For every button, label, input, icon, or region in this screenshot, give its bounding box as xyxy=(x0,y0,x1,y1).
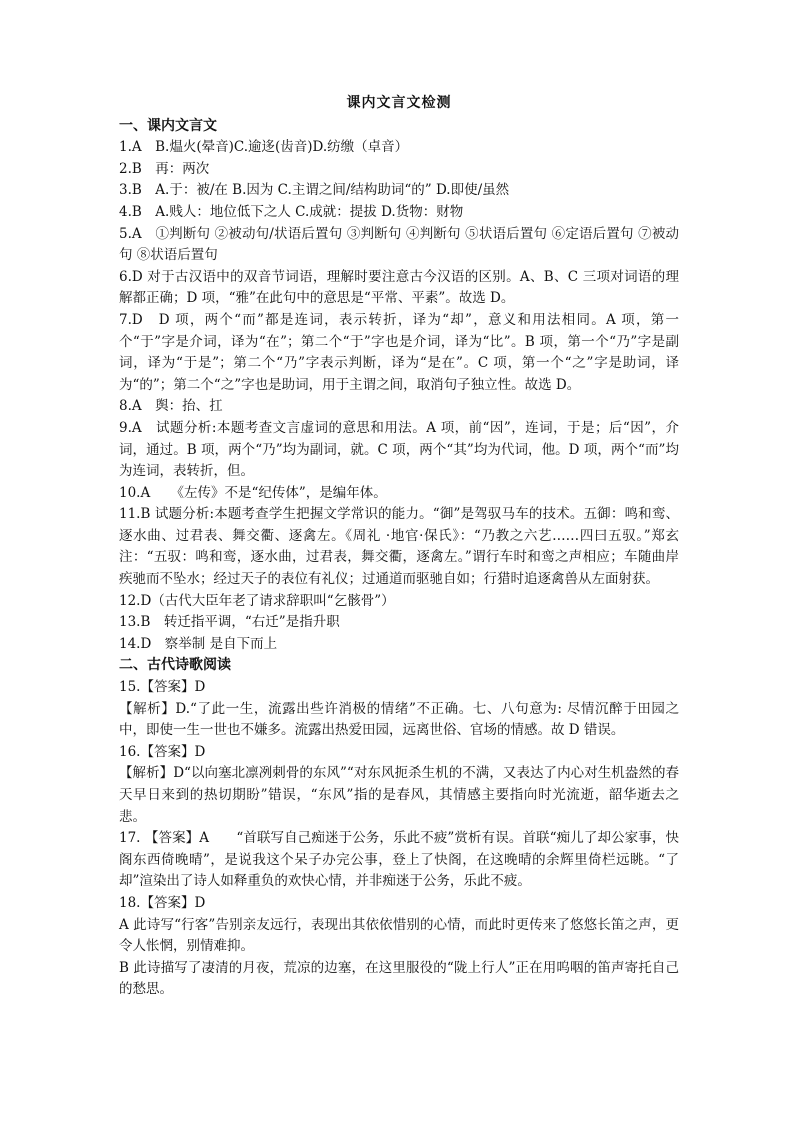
answer-line: 10.A 《左传》不是“纪传体”，是编年体。 xyxy=(119,484,387,501)
answer-line: 7.D D 项，两个“而”都是连词，表示转折，译为“却”，意义和用法相同。A 项，第一个“于”字是介词，译为“在”；第二个“于”字也是介词，译为“比”。B 项，第一个“乃”字是副词，译为“于是”；第二个“乃”字表示判断，译为“是在”。C 项，第一个“之”字是助词，译为“的”；第二个“之”字也是助词，用于主谓之间，取消句子独立性。故选 D。 xyxy=(119,311,679,393)
answer-line: 3.B A.于：被/在 B.因为 C.主谓之间/结构助词“的” D.即使/虽然 xyxy=(119,182,510,199)
answer-line: 12.D（古代大臣年老了请求辞职叫“乞骸骨”） xyxy=(119,592,395,609)
answer-line: A 此诗写“行客”告别亲友远行，表现出其依依惜别的心情，而此时更传来了悠悠长笛之声，更令人怅惘，别情难抑。 xyxy=(119,916,679,955)
section-heading-1: 一、课内文言文 xyxy=(119,117,217,134)
answer-line: 5.A ①判断句 ②被动句/状语后置句 ③判断句 ④判断句 ⑤状语后置句 ⑥定语后置句 ⑦被动句 ⑧状语后置句 xyxy=(119,225,679,264)
answer-line: 【解析】D.“了此一生，流露出些许消极的情绪”不正确。七、八句意为: 尽情沉醉于田园之中，即使一生一世也不嫌多。流露出热爱田园，远离世俗、官场的情感。故 D 错误。 xyxy=(119,700,679,739)
page-title: 课内文言文检测 xyxy=(346,95,452,111)
answer-line: 11.B 试题分析:本题考查学生把握文学常识的能力。“御”是驾驭马车的技术。五御：鸣和鸾、逐水曲、过君表、舞交衢、逐禽左。《周礼 ·地官·保氏》：“乃教之六艺……四曰五驭。”郑玄注：“五驭：鸣和鸾，逐水曲，过君表，舞交衢，逐禽左。”谓行车时和鸾之声相应；车随曲岸疾驰而不坠水；经过天子的表位有礼仪；过通道而驱驰自如；行猎时追逐禽兽从左面射获。 xyxy=(119,506,679,588)
answer-line: 13.B 转迁指平调，“右迁”是指升职 xyxy=(119,614,340,631)
answer-line: 18.【答案】D xyxy=(119,894,206,911)
answer-line: 2.B 再：两次 xyxy=(119,160,210,177)
answer-line: 15.【答案】D xyxy=(119,679,206,696)
answer-line: 8.A 舆：抬、扛 xyxy=(119,398,223,415)
answer-line: B 此诗描写了凄清的月夜，荒凉的边塞，在这里服役的“陇上行人”正在用呜咽的笛声寄托自己的愁思。 xyxy=(119,959,679,998)
answer-line: 17. 【答案】A “首联写自己痴迷于公务，乐此不疲”赏析有误。首联“痴儿了却公家事，快阁东西倚晚晴”，是说我这个呆子办完公事，登上了快阁，在这晚晴的余辉里倚栏远眺。“了却”渲染出了诗人如释重负的欢快心情，并非痴迷于公务，乐此不疲。 xyxy=(119,830,679,890)
answer-line: 【解析】D“以向塞北凛冽刺骨的东风”“对东风扼杀生机的不满，又表达了内心对生机盎然的春天早日来到的热切期盼”错误，“东风”指的是春风，其情感主要指向时光流逝，韶华逝去之悲。 xyxy=(119,765,679,825)
answer-line: 4.B A.贱人：地位低下之人 C.成就：提拔 D.货物：财物 xyxy=(119,203,464,220)
answer-line: 16.【答案】D xyxy=(119,743,206,760)
answer-line: 6.D 对于古汉语中的双音节词语，理解时要注意古今汉语的区别。A、B、C 三项对词语的理解都正确；D 项，“雅”在此句中的意思是“平常、平素”。故选 D。 xyxy=(119,268,679,307)
document-page xyxy=(119,93,679,1001)
answer-line: 14.D 察举制 是自下而上 xyxy=(119,635,278,652)
section-heading-2: 二、古代诗歌阅读 xyxy=(119,657,231,674)
answer-line: 9.A 试题分析:本题考查文言虚词的意思和用法。A 项，前“因”，连词，于是；后“因”，介词，通过。B 项，两个“乃”均为副词，就。C 项，两个“其”均为代词，他。D 项，两个“而”均为连词，表转折，但。 xyxy=(119,419,679,480)
answer-line: 1.A B.煴火(晕音)C.逾迻(齿音)D.纺缴（卓音） xyxy=(119,139,409,156)
